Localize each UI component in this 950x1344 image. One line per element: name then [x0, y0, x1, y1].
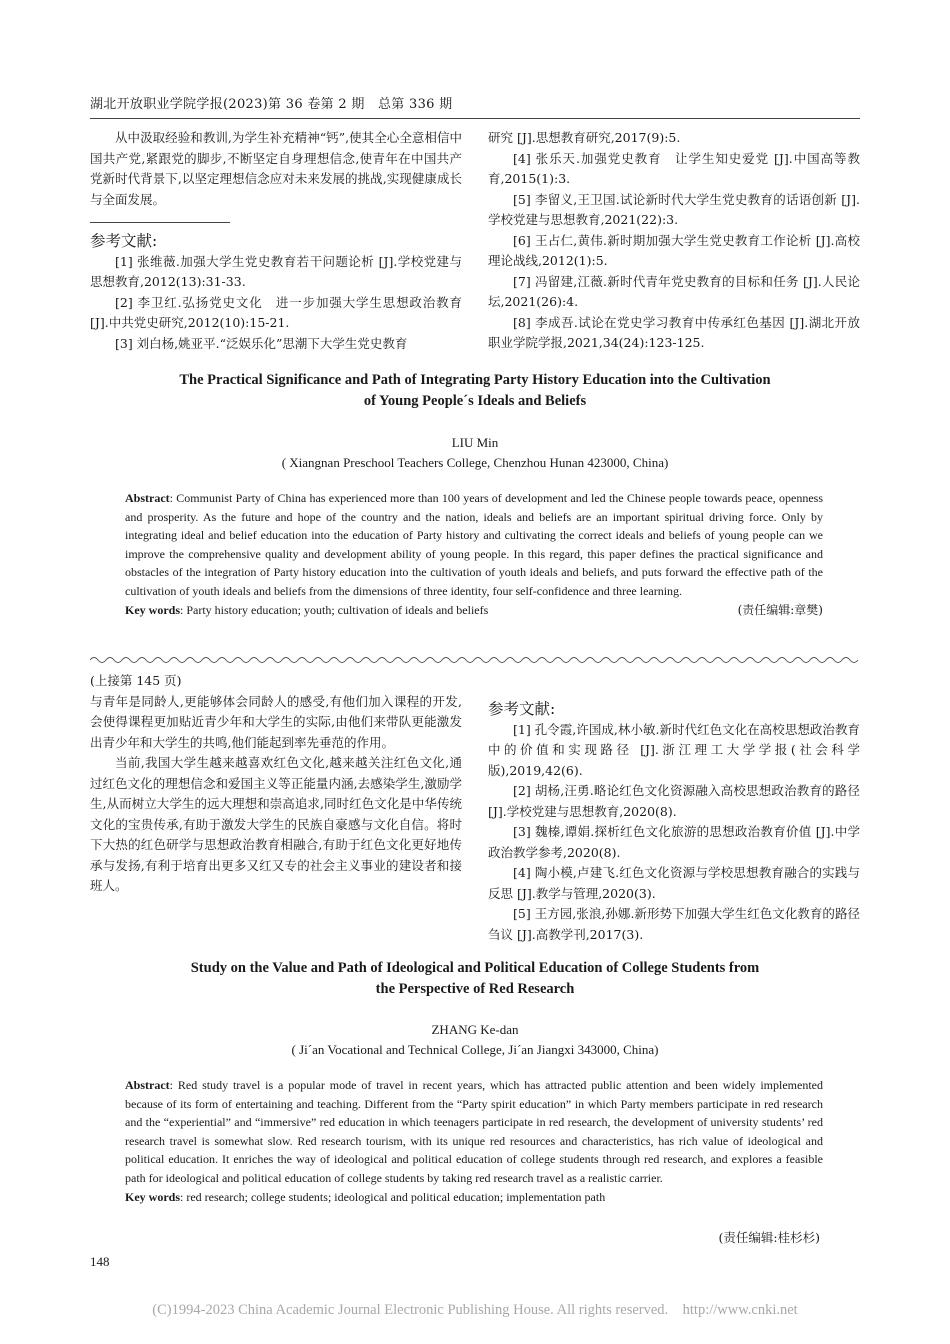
abstract-text: : Red study travel is a popular mode of travel in recent years, which has attracted public attention and been widely implemented because of its form of entertaining and teaching. Different from the “Party spirit education” in which Party members participate in red research and the “experiential” and “immersive” red education in which teenagers participate in red research, the development of university students’ red research travel is somewhat slow. Red research tourism, with its unique red resources and characteristics, has rich value of ideological and political education. It enriches the way of ideological and political education of college students through red research, and explores a feasible path for ideological and political education of college students by taking red research travel as a realistic carrier.: [125, 1078, 823, 1185]
page-number: 148: [90, 1254, 110, 1269]
reference-item: [4] 张乐天.加强党史教育 让学生知史爱党 [J].中国高等教育,2015(1):3.: [488, 150, 860, 186]
refs-rule: [90, 222, 230, 223]
reference-item: 研究 [J].思想教育研究,2017(9):5.: [488, 130, 681, 145]
reference-item: [5] 王方园,张浪,孙娜.新形势下加强大学生红色文化教育的路径刍议 [J].高教学刊,2017(3).: [488, 906, 860, 942]
bottom-right-column: [488, 697, 860, 945]
reference-item: [5] 李留义,王卫国.试论新时代大学生党史教育的话语创新 [J].学校党建与思想教育,2021(22):3.: [488, 191, 860, 227]
top-right-column: [488, 128, 860, 354]
abstract-label: Abstract: [125, 491, 170, 505]
reference-item: [3] 刘白杨,姚亚平.“泛娱乐化”思潮下大学生党史教育: [115, 335, 408, 351]
keywords-text: : red research; college students; ideological and political education; implementation path: [180, 1189, 606, 1204]
reference-item: [4] 陶小模,卢建飞.红色文化资源与学校思想教育融合的实践与反思 [J].教学与管理,2020(3).: [488, 865, 860, 901]
article1-author: LIU Min: [451, 435, 499, 450]
article2-title-line2: the Perspective of Red Research: [375, 981, 575, 997]
article1-title-line1: The Practical Significance and Path of Integrating Party History Education into the Cultivation: [179, 372, 771, 388]
article1-abstract: [125, 489, 823, 619]
body-paragraph: 与青年是同龄人,更能够体会同龄人的感受,有他们加入课程的开发,会使得课程更加贴近青少年和大学生的实际,由他们来带队更能激发出青少年和大学生的共鸣,他们能起到率先垂范的作用。: [90, 693, 462, 750]
wavy-divider: [90, 655, 860, 665]
top-left-column: [90, 128, 462, 354]
reference-item: [6] 王占仁,黄伟.新时期加强大学生党史教育工作论析 [J].高校理论战线,2012(1):5.: [488, 232, 860, 268]
keywords-label: Key words: [125, 1189, 180, 1204]
article2-title-line1: Study on the Value and Path of Ideological and Political Education of College Students from: [190, 960, 760, 976]
reference-item: [8] 李成吾.试论在党史学习教育中传承红色基因 [J].湖北开放职业学院学报,2021,34(24):123-125.: [488, 314, 860, 350]
abstract-text: : Communist Party of China has experienced more than 100 years of development and led the Chinese people towards peace, openness and prosperity. As the future and hope of the country and the nation, ideals and beliefs are an important spiritual driving force. Only by integrating ideal and belief education into the education of Party history and cultivating the correct ideals and beliefs of young people can we improve the comprehensive quality and development ability of young people. In this regard, this paper defines the practical significance and obstacles of the integration of Party history education into the cultivation of youth ideals and beliefs, and puts forward the effective path of the cultivation of youth ideals and beliefs from the dimensions of three identity, four self-confidence and three learning.: [125, 491, 823, 598]
copyright-footer: (C)1994-2023 China Academic Journal Electronic Publishing House. All rights reserved. http://www.cnki.net: [152, 1302, 798, 1318]
article1-title-line2: of Young People´s Ideals and Beliefs: [363, 393, 587, 409]
reference-item: [7] 冯留建,江薇.新时代青年党史教育的目标和任务 [J].人民论坛,2021(26):4.: [488, 273, 860, 309]
reference-item: [3] 魏榛,谭娟.探析红色文化旅游的思想政治教育价值 [J].中学政治教学参考,2020(8).: [488, 824, 860, 860]
reference-item: [2] 胡杨,汪勇.略论红色文化资源融入高校思想政治教育的路径 [J].学校党建与思想教育,2020(8).: [488, 783, 860, 819]
journal-header: 湖北开放职业学院学报(2023)第 36 卷第 2 期 总第 336 期: [90, 97, 453, 112]
keywords-text: : Party history education; youth; cultivation of ideals and beliefs: [180, 602, 489, 617]
article1-affiliation: ( Xiangnan Preschool Teachers College, Chenzhou Hunan 423000, China): [281, 455, 669, 470]
bottom-left-column: [90, 671, 462, 897]
abstract-label: Abstract: [125, 1078, 170, 1092]
reference-item: [1] 张维薇.加强大学生党史教育若干问题论析 [J].学校党建与思想教育,2012(13):31-33.: [90, 253, 462, 289]
reference-item: [2] 李卫红.弘扬党史文化 进一步加强大学生思想政治教育 [J].中共党史研究,2012(10):15-21.: [90, 294, 462, 330]
article1-editor: (责任编辑:章樊): [737, 602, 823, 617]
article2-abstract: [125, 1076, 823, 1206]
header-rule: [90, 118, 860, 119]
references-title: 参考文献:: [90, 232, 158, 250]
article2-author: ZHANG Ke-dan: [431, 1022, 519, 1037]
article2-editor: (责任编辑:桂杉杉): [718, 1230, 820, 1245]
continued-note: (上接第 145 页): [90, 673, 182, 688]
conclusion-paragraph: 从中汲取经验和教训,为学生补充精神“钙”,使其全心全意相信中国共产党,紧跟党的脚步,不断坚定自身理想信念,使青年在中国共产党新时代背景下,以坚定理想信念应对未来发展的挑战,实现健康成长与全面发展。: [90, 130, 462, 207]
references-title: 参考文献:: [488, 700, 556, 718]
keywords-label: Key words: [125, 602, 180, 617]
article2-title: [110, 958, 840, 1000]
reference-item: [1] 孔令霞,许国成,林小敏.新时代红色文化在高校思想政治教育中的价值和实现路径 [J].浙江理工大学学报(社会科学版),2019,42(6).: [488, 721, 860, 778]
body-paragraph: 当前,我国大学生越来越喜欢红色文化,越来越关注红色文化,通过红色文化的理想信念和爱国主义等正能量内涵,去感染学生,激励学生,从而树立大学生的远大理想和崇高追求,同时红色文化是中华传统文化的宝贵传承,有助于激发大学生的民族自豪感与文化自信。将时下大热的红色研学与思想政治教育相融合,有助于红色文化更好地传承与发扬,有利于培育出更多又红又专的社会主义事业的建设者和接班人。: [90, 755, 462, 893]
article2-affiliation: ( Ji´an Vocational and Technical College, Ji´an Jiangxi 343000, China): [291, 1042, 659, 1057]
article1-title: [110, 370, 840, 412]
